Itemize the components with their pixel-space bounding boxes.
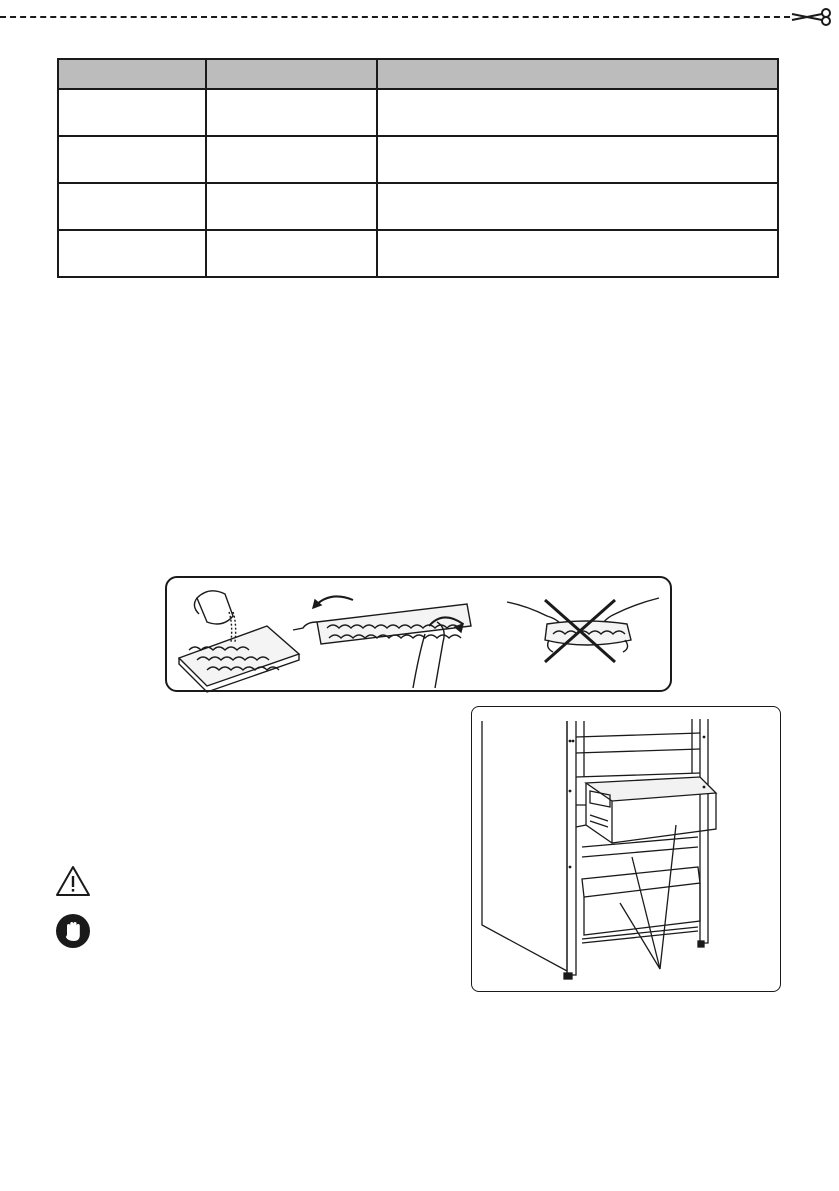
table-row: [59, 88, 777, 135]
table-cell: [376, 90, 777, 135]
table-cell: [59, 231, 205, 276]
table-cell: [376, 137, 777, 182]
table-cell: [59, 90, 205, 135]
table-header-cell: [205, 60, 376, 88]
table-cell: [59, 184, 205, 229]
upper-drawer: [586, 777, 716, 801]
jug-pouring-icon: [194, 591, 235, 642]
table-cell: [205, 184, 376, 229]
cabinet-side: [482, 721, 567, 971]
table-header-cell: [59, 60, 205, 88]
table-cell: [376, 184, 777, 229]
ice-tray-drawing: [167, 578, 674, 694]
table-cell: [376, 231, 777, 276]
table-row: [59, 229, 777, 276]
table-cell: [205, 137, 376, 182]
cabinet-front-left: [567, 721, 576, 975]
table-header-cell: [376, 60, 777, 88]
callout-lines: [620, 825, 676, 969]
do-not-bend-step: [507, 598, 659, 662]
ice-tray-illustration: [165, 576, 672, 692]
fill-tray-step: [179, 591, 299, 692]
table-cell: [205, 231, 376, 276]
freezer-drawer-illustration: [471, 706, 781, 992]
scissors-icon: [786, 8, 836, 26]
table-header-row: [59, 60, 777, 88]
table-row: [59, 182, 777, 229]
table-cell: [59, 137, 205, 182]
cut-line: [0, 16, 790, 18]
freezer-drawing: [472, 707, 782, 993]
warning-triangle-icon: [55, 865, 91, 897]
table-cell: [205, 90, 376, 135]
twist-tray-step: [293, 596, 471, 688]
stop-hand-icon: [55, 913, 91, 949]
table-row: [59, 135, 777, 182]
spec-table: [57, 58, 779, 278]
